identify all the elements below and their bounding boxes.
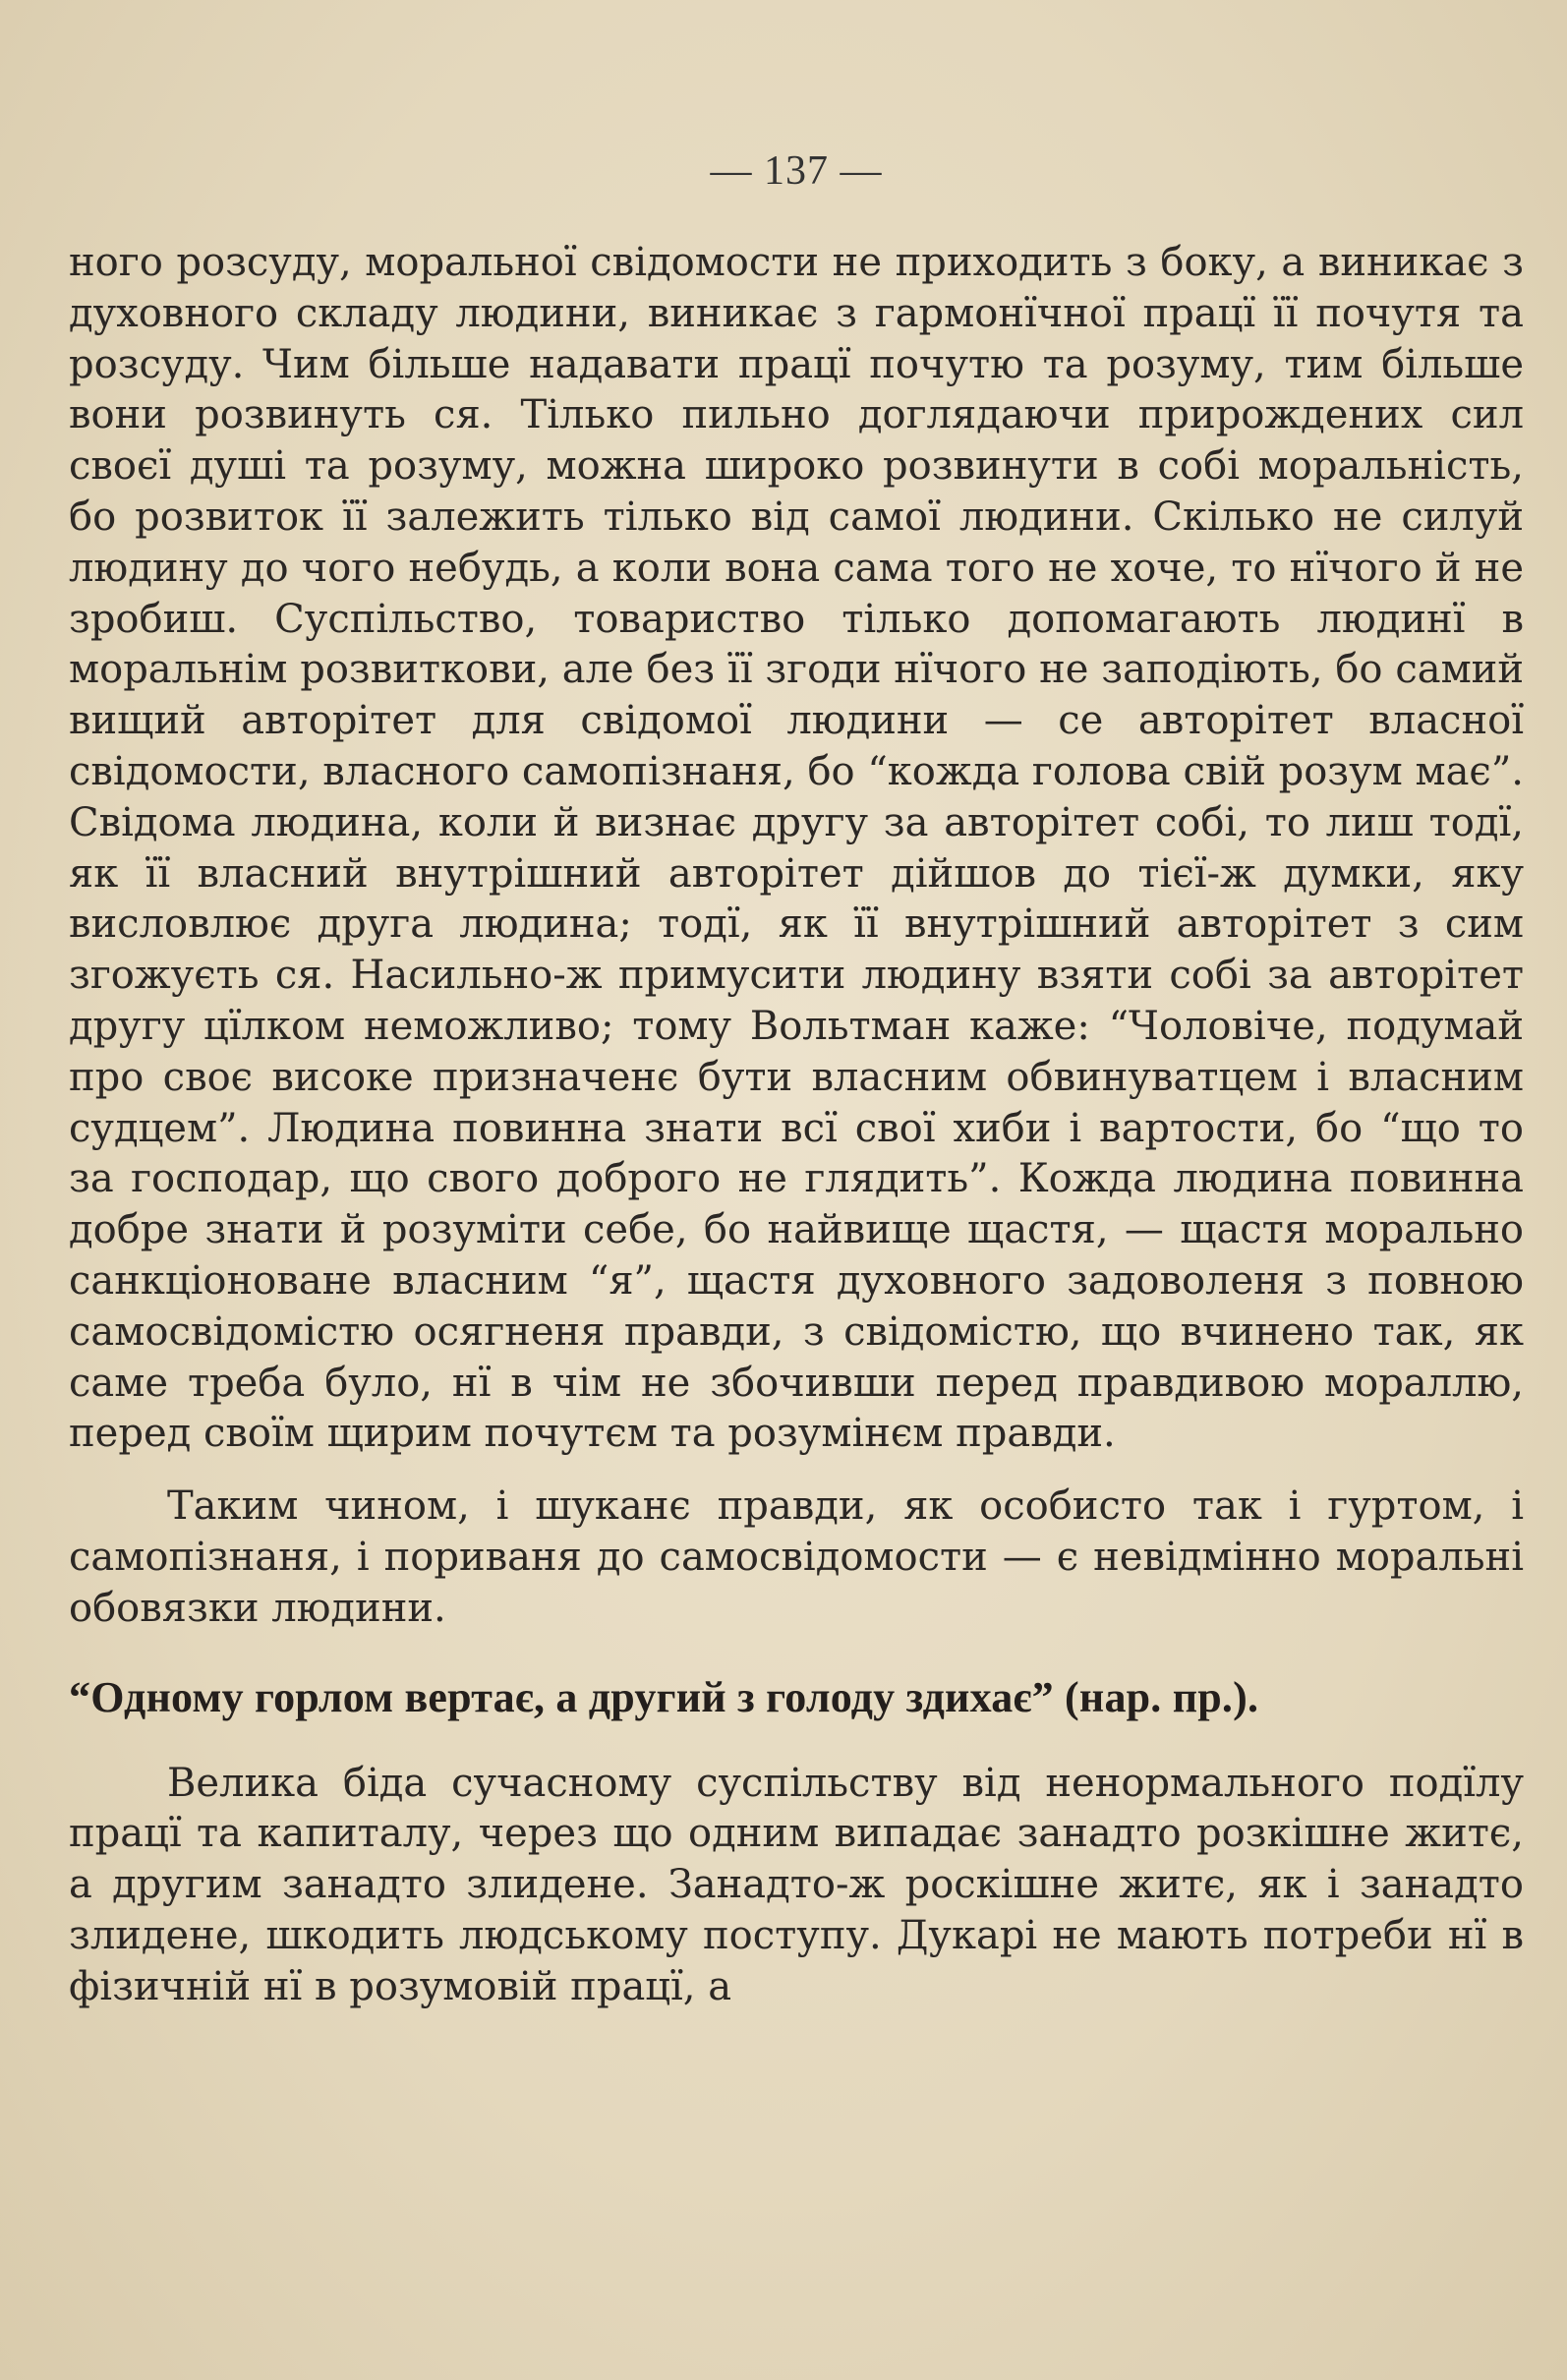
- book-page: [69, 147, 1524, 2013]
- section-heading-proverb: “Одному горлом вертає, а другий з голоду здихає” (нар. пр.).: [69, 1672, 1259, 1721]
- paragraph-gap: [69, 1460, 1524, 1481]
- paragraph-conclusion: Таким чином, і шуканє правди, як особисто так і гуртом, і самопізнаня, і пориваня до самосвідомости — є невідмінно моральні обовязки людини.: [69, 1483, 1524, 1631]
- page-number: — 137 —: [710, 148, 883, 194]
- paragraph-labor-capital: Велика біда сучасному суспільству від ненормального подїлу працї та капиталу, через що одним випадає занадто розкішне житє, а другим занадто злидене. Занадто-ж роскішне житє, як і занадто злидене, шкодить людському поступу. Дукарі не мають потреби нї в фізичній нї в розумовій працї, а: [69, 1760, 1524, 2009]
- paragraph-morality-self-knowledge: ного розсуду, моральної свідомости не приходить з боку, а виникає з духовного складу людини, виникає з гармонїчної працї її почутя та розсуду. Чим більше надавати працї почутю та розуму, тим більше вони розвинуть ся. Тілько пильно доглядаючи прирождених сил своєї душі та розуму, можна широко розвинути в собі моральність, бо розвиток її залежить тілько від самої людини. Скілько не силуй людину до чого небудь, а коли вона сама того не хоче, то нїчого й не зробиш. Суспільство, товариство тілько допомагають людинї в моральнім розвиткови, але без її згоди нїчого не заподіють, бо самий вищий авторітет для свідомої людини — се авторітет власної свідомости, власного самопізнаня, бо “кожда голова свій розум має”. Свідома людина, коли й визнає другу за авторітет собі, то лиш тодї, як її власний внутрішний авторітет дійшов до тієї-ж думки, яку висловлює друга людина; тодї, як її внутрішний авторітет з сим згожуєть ся. Насильно-ж примусити людину взяти собі за авторітет другу цїлком неможливо; тому Вольтман каже: “Чоловіче, подумай про своє високе призначенє бути власним обвинуватцем і власним судцем”. Людина повинна знати всї свої хиби і вартости, бо “що то за господар, що свого доброго не глядить”. Кожда людина повинна добре знати й розуміти себе, бо найвище щастя, — щастя морально санкціоноване власним “я”, щастя духовного задоволеня з повною самосвідомістю осягненя правди, з свідомістю, що вчинено так, як саме треба було, нї в чім не збочивши перед правдивою мораллю, перед своїм щирим почутєм та розумінєм правди.: [69, 240, 1524, 1457]
